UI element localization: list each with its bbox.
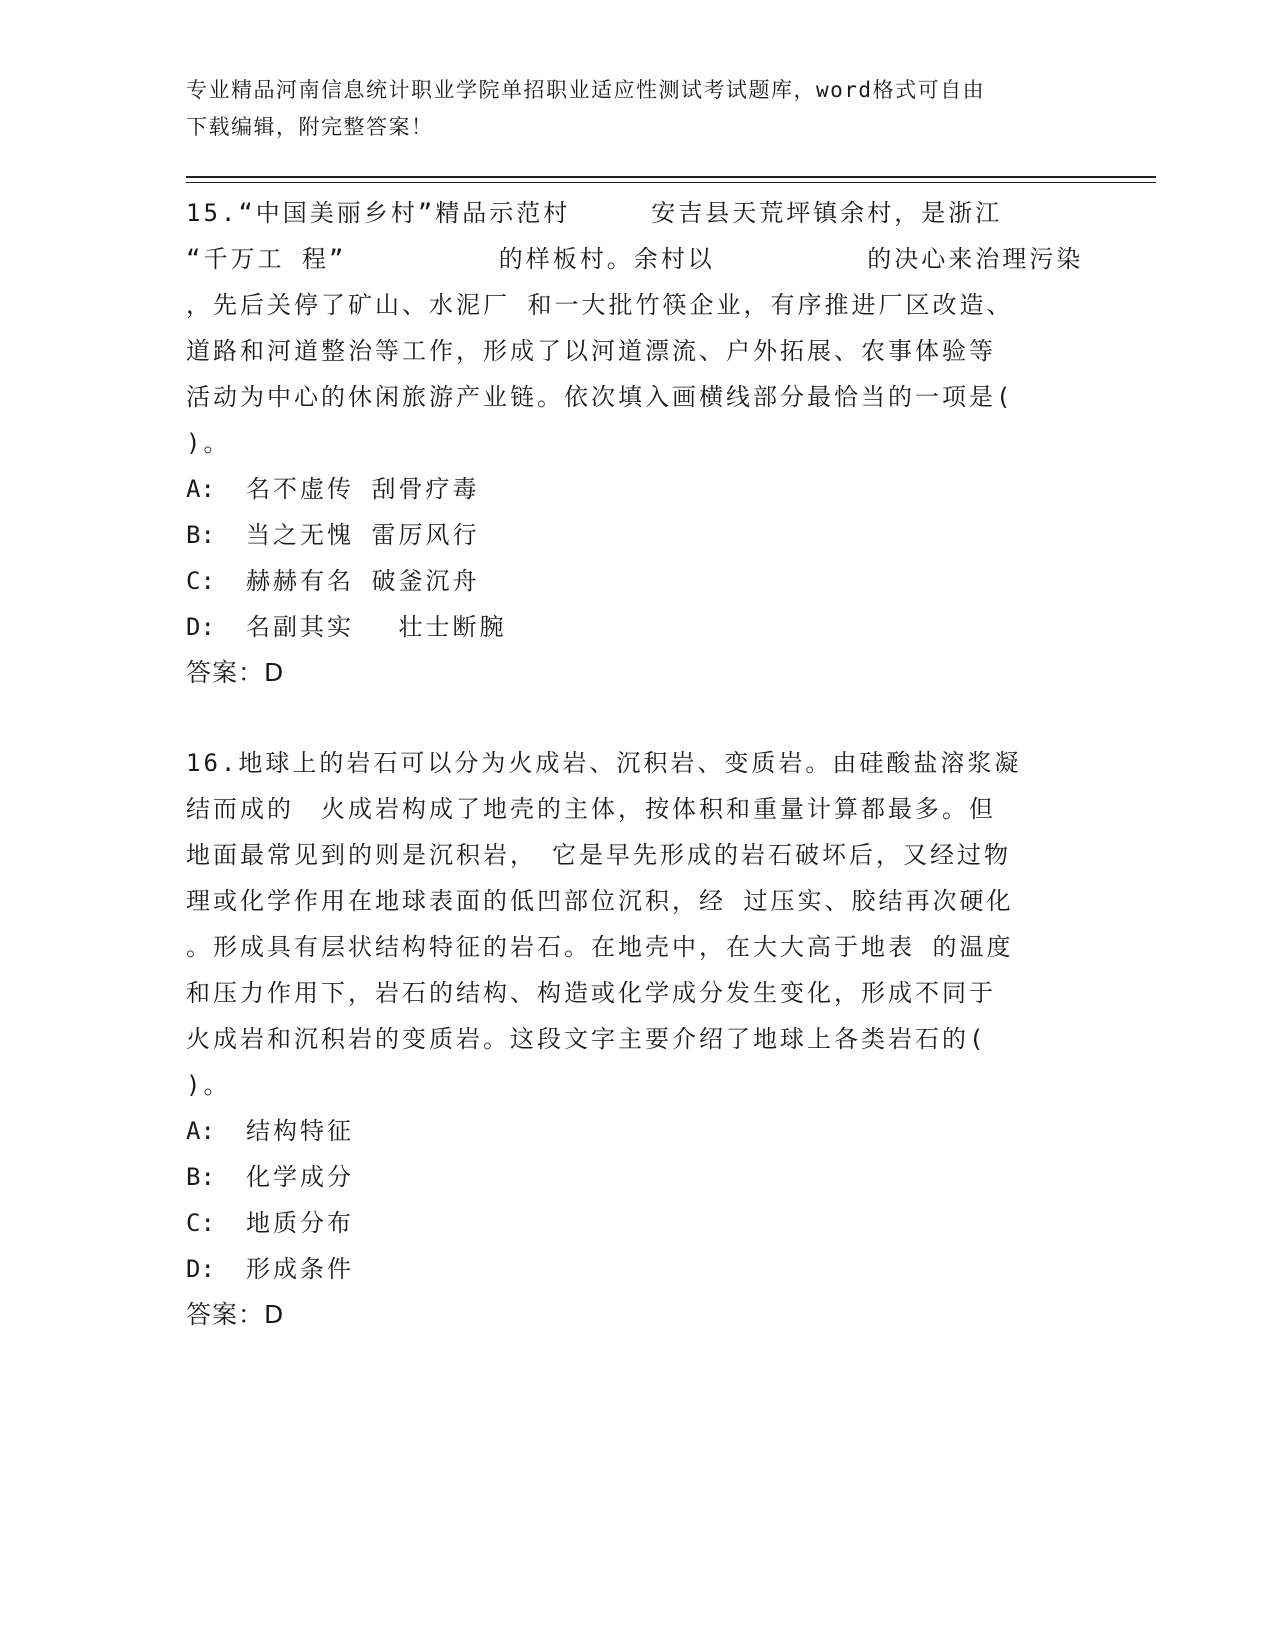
option-letter: A: — [186, 1117, 215, 1145]
header-line-1: 专业精品河南信息统计职业学院单招职业适应性测试考试题库，word格式可自由 — [186, 78, 986, 102]
header-divider-thin — [186, 182, 1156, 183]
option-d — [186, 604, 1086, 650]
stem-line: 道路和河道整治等工作，形成了以河道漂流、户外拓展、农事体验等 — [186, 337, 996, 365]
option-d — [186, 1246, 1086, 1292]
stem-line: ，先后关停了矿山、水泥厂 和一大批竹筷企业，有序推进厂区改造、 — [186, 291, 1014, 319]
header-divider-thick — [186, 176, 1156, 178]
option-letter: C: — [186, 1209, 215, 1237]
question-stem — [186, 740, 1086, 1108]
option-letter: D: — [186, 613, 215, 641]
option-letter: B: — [186, 521, 215, 549]
option-letter: D: — [186, 1255, 215, 1283]
question-stem — [186, 190, 1086, 466]
stem-line: 地面最常见到的则是沉积岩， 它是早先形成的岩石破坏后，又经过物 — [186, 841, 1011, 869]
stem-line: 结而成的 火成岩构成了地壳的主体，按体积和重量计算都最多。但 — [186, 795, 996, 823]
option-letter: C: — [186, 567, 215, 595]
stem-line: 16.地球上的岩石可以分为火成岩、沉积岩、变质岩。由硅酸盐溶浆凝 — [186, 749, 1022, 777]
answer-line: 答案：D — [186, 1300, 285, 1329]
answer-line: 答案：D — [186, 658, 285, 687]
stem-line: )。 — [186, 1071, 231, 1099]
option-text: 名副其实 壮士断腕 — [246, 613, 507, 641]
stem-line: 。形成具有层状结构特征的岩石。在地壳中，在大大高于地表 的温度 — [186, 933, 1014, 961]
option-c — [186, 1200, 1086, 1246]
stem-line: 活动为中心的休闲旅游产业链。依次填入画横线部分最恰当的一项是( — [186, 383, 1014, 411]
option-text: 赫赫有名 破釜沉舟 — [246, 567, 480, 595]
stem-line: 15.“中国美丽乡村”精品示范村 安吉县天荒坪镇余村，是浙江 — [186, 199, 1003, 227]
option-text: 当之无愧 雷厉风行 — [246, 521, 480, 549]
option-text: 名不虚传 刮骨疗毒 — [246, 475, 480, 503]
question-15 — [186, 190, 1086, 696]
option-c — [186, 558, 1086, 604]
stem-line: 和压力作用下，岩石的结构、构造或化学成分发生变化，形成不同于 — [186, 979, 996, 1007]
stem-line: 理或化学作用在地球表面的低凹部位沉积，经 过压实、胶结再次硬化 — [186, 887, 1014, 915]
option-letter: A: — [186, 475, 215, 503]
document-header — [186, 72, 1066, 146]
header-line-2: 下载编辑，附完整答案！ — [186, 115, 434, 139]
option-a — [186, 1108, 1086, 1154]
option-text: 形成条件 — [246, 1255, 354, 1283]
option-letter: B: — [186, 1163, 215, 1191]
option-text: 化学成分 — [246, 1163, 354, 1191]
stem-line: 火成岩和沉积岩的变质岩。这段文字主要介绍了地球上各类岩石的( — [186, 1025, 987, 1053]
option-a — [186, 466, 1086, 512]
option-text: 地质分布 — [246, 1209, 354, 1237]
stem-line: )。 — [186, 429, 231, 457]
question-16 — [186, 740, 1086, 1338]
option-b — [186, 512, 1086, 558]
option-text: 结构特征 — [246, 1117, 354, 1145]
option-b — [186, 1154, 1086, 1200]
stem-line: “千万工 程” 的样板村。余村以 的决心来治理污染 — [186, 245, 1084, 273]
